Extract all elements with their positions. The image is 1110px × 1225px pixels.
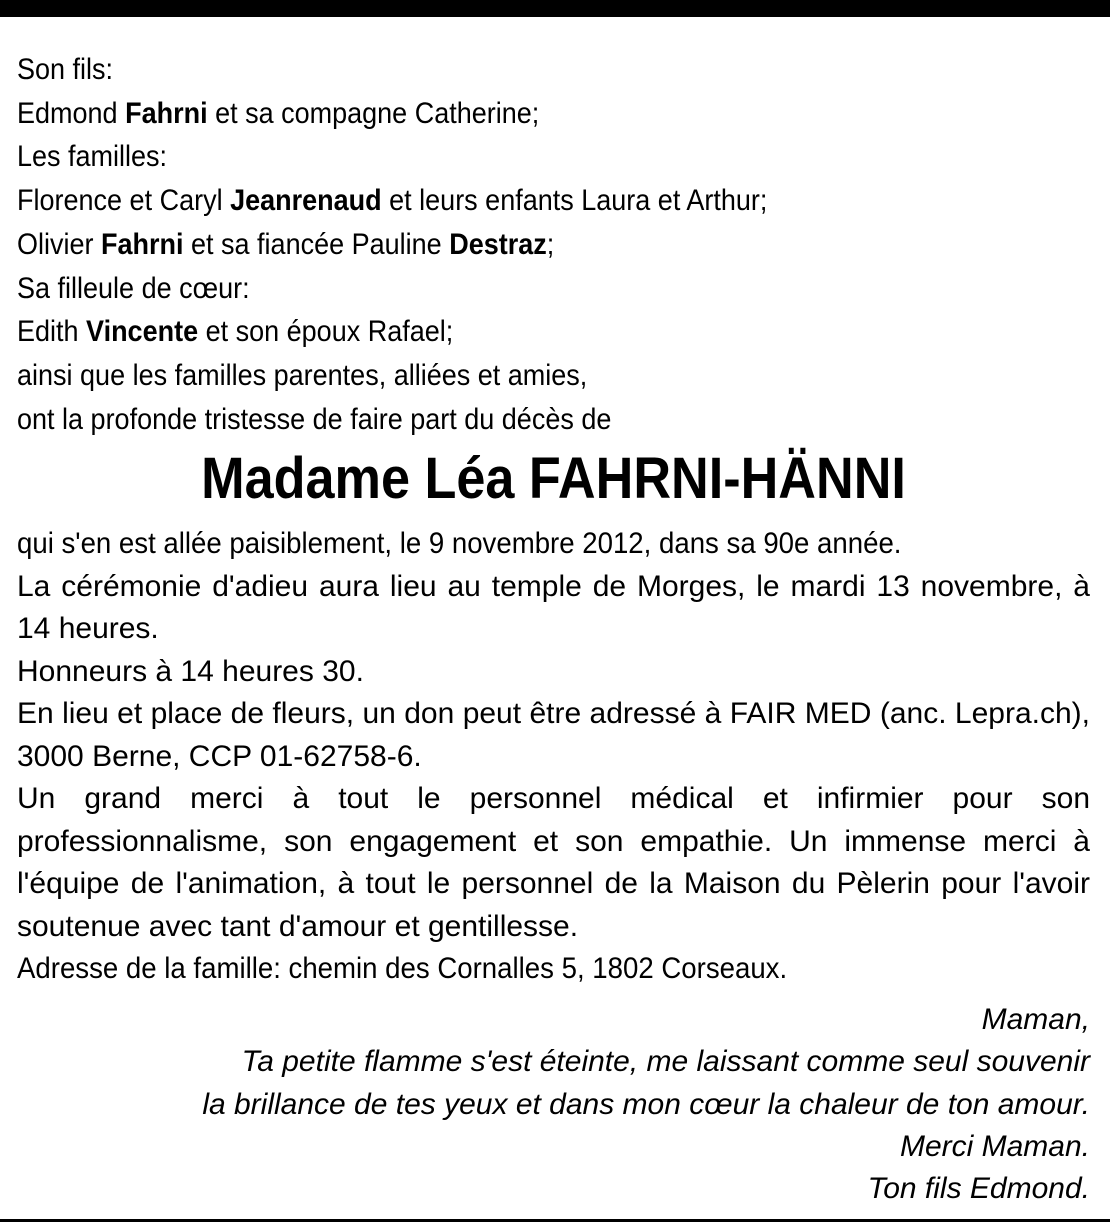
poem-line: Maman, [981,1002,1090,1036]
family-text: Sa filleule de cœur: [17,271,250,305]
family-line [17,179,983,223]
top-border-rule [0,0,1110,17]
farewell-poem [17,999,1090,1211]
thanks-text: Un grand merci à tout le personnel médical et infirmier pour son professionnalisme, son engagement et son empathie. Un immense merci à l'équipe de l'animation, à tout le personnel de la Maison du Pèlerin pour l'avoir soutenue avec tant d'amour et gentillesse. [17,782,1090,943]
poem-line: Ta petite flamme s'est éteinte, me laissant comme seul souvenir [241,1045,1090,1079]
family-line [17,354,983,398]
family-line [17,223,983,267]
family-text: Florence et Caryl [17,184,231,218]
family-text: Son fils: [17,53,114,86]
family-list [17,48,1090,441]
family-text: Olivier [17,227,102,261]
family-text: ont la profonde tristesse de faire part du décès de [17,402,612,436]
family-text: ; [546,227,555,261]
family-text: Edith [17,315,87,349]
family-surname: Fahrni [125,96,208,130]
notice-body [17,523,1090,991]
family-text: et son époux Rafael; [198,315,454,349]
family-address: Adresse de la famille: chemin des Cornalles 5, 1802 Corseaux. [17,952,788,986]
family-line [17,48,983,92]
family-line [17,398,983,442]
deceased-name: Madame Léa FAHRNI-HÄNNI [201,446,906,512]
family-text: et sa fiancée Pauline [183,227,450,261]
family-text: et sa compagne Catherine; [207,96,540,130]
family-line [17,310,983,354]
poem-line: la brillance de tes yeux et dans mon cœur la chaleur de ton amour. [202,1087,1090,1121]
poem-line: Ton fils Edmond. [867,1172,1090,1206]
family-text: ainsi que les familles parentes, alliées et amies, [17,358,588,392]
donation-text: En lieu et place de fleurs, un don peut être adressé à FAIR MED (anc. Lepra.ch), 3000 Berne, CCP 01-62758-6. [17,697,1090,773]
family-text: Edmond [17,96,126,130]
family-surname: Jeanrenaud [230,184,382,218]
family-surname: Fahrni [101,227,184,261]
family-line [17,92,983,136]
family-surname: Destraz [449,227,547,261]
family-line [17,135,983,179]
honours-text: Honneurs à 14 heures 30. [17,654,364,688]
death-notice [17,48,1090,1211]
family-text: Les familles: [17,140,168,174]
poem-line: Merci Maman. [899,1130,1090,1164]
passing-text: qui s'en est allée paisiblement, le 9 novembre 2012, dans sa 90e année. [17,527,902,561]
ceremony-text: La cérémonie d'adieu aura lieu au temple de Morges, le mardi 13 novembre, à 14 heures. [17,569,1090,646]
family-line [17,267,983,311]
family-surname: Vincente [86,315,199,349]
bottom-border-rule [0,1219,1110,1222]
family-text: et leurs enfants Laura et Arthur; [381,184,768,218]
